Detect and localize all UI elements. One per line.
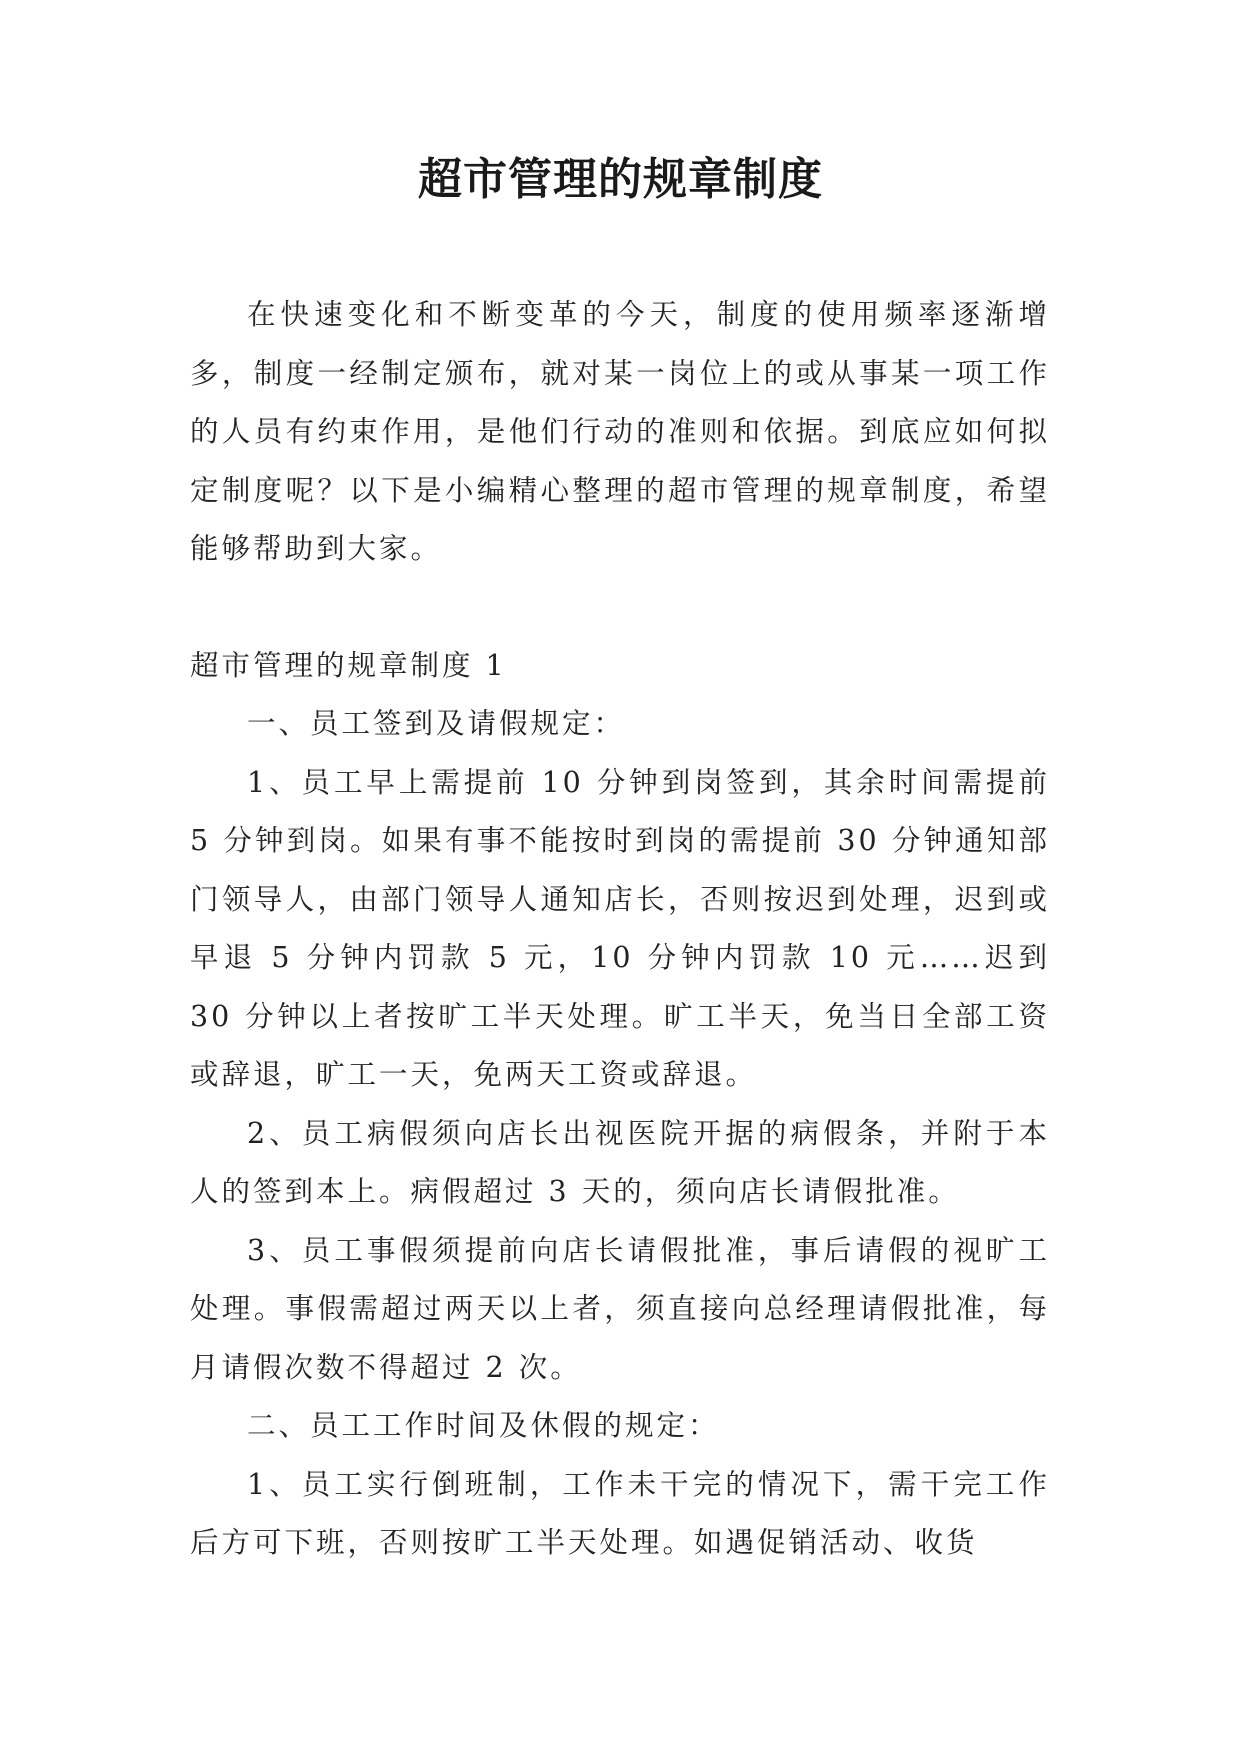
page-title: 超市管理的规章制度 bbox=[418, 154, 823, 205]
body-paragraph: 1、员工早上需提前 10 分钟到岗签到，其余时间需提前 5 分钟到岗。如果有事不能按时到岗的需提前 30 分钟通知部门领导人，由部门领导人通知店长，否则按迟到处理，迟到或早退 5 分钟内罚款 5 元，10 分钟内罚款 10 元……迟到 30 分钟以上者按旷工半天处理。旷工半天，免当日全部工资或辞退，旷工一天，免两天工资或辞退。 bbox=[190, 765, 1050, 1091]
intro-paragraph: 在快速变化和不断变革的今天，制度的使用频率逐渐增多，制度一经制定颁布，就对某一岗位上的或从事某一项工作的人员有约束作用，是他们行动的准则和依据。到底应如何拟定制度呢？以下是小编精心整理的超市管理的规章制度，希望能够帮助到大家。 bbox=[190, 298, 1050, 565]
body-paragraph: 2、员工病假须向店长出视医院开据的病假条，并附于本人的签到本上。病假超过 3 天的，须向店长请假批准。 bbox=[190, 1116, 1050, 1208]
section-heading: 超市管理的规章制度 1 bbox=[190, 648, 507, 682]
subsection-heading: 二、员工工作时间及休假的规定： bbox=[247, 1409, 720, 1442]
subsection-heading: 一、员工签到及请假规定： bbox=[247, 707, 626, 740]
body-paragraph: 3、员工事假须提前向店长请假批准，事后请假的视旷工处理。事假需超过两天以上者，须直接向总经理请假批准，每月请假次数不得超过 2 次。 bbox=[190, 1233, 1050, 1384]
document-body bbox=[190, 286, 1050, 1573]
body-paragraph: 1、员工实行倒班制，工作未干完的情况下，需干完工作后方可下班，否则按旷工半天处理。如遇促销活动、收货 bbox=[190, 1467, 1050, 1559]
